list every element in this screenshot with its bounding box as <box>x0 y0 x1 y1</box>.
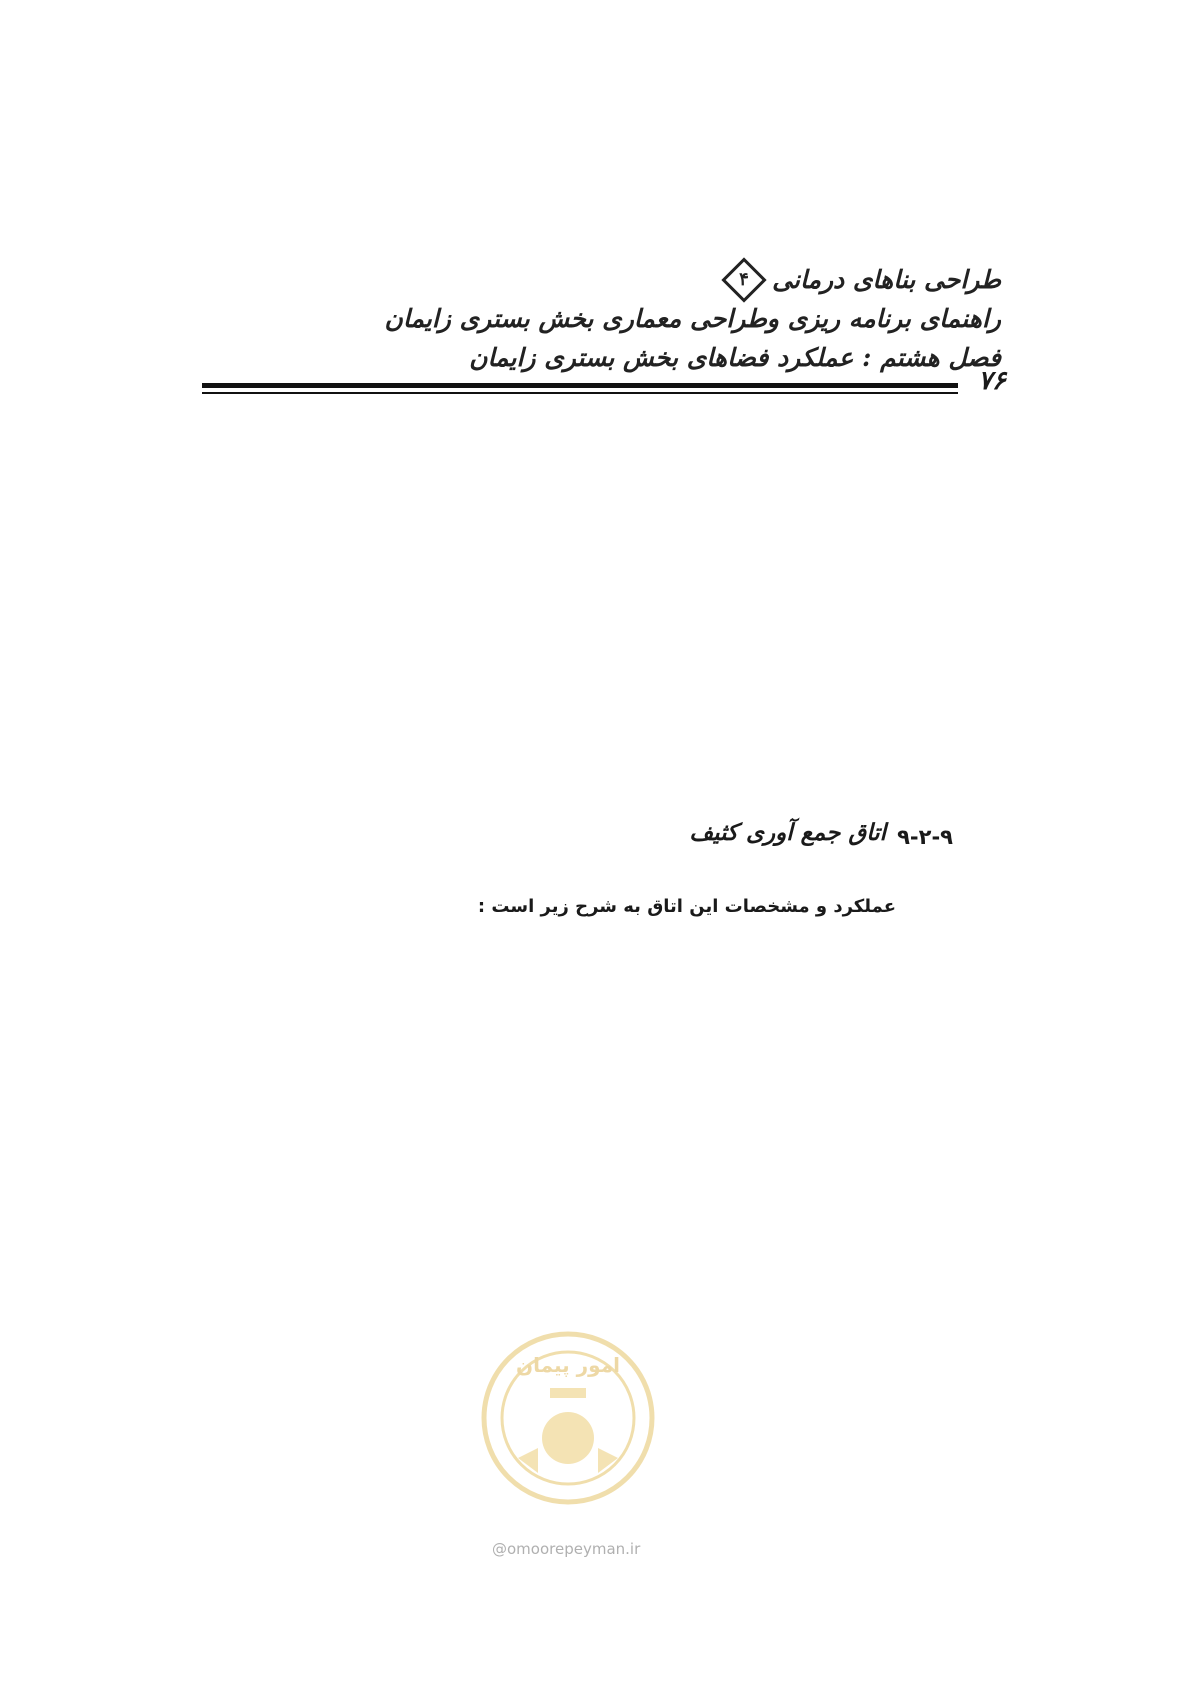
section-intro: عملکرد و مشخصات این اتاق به شرح زیر است : <box>477 896 896 917</box>
page-header <box>181 260 1001 377</box>
header-rule-thin <box>202 392 958 394</box>
volume-badge: ۴ <box>722 257 767 302</box>
watermark-logo-text: امور پیمان <box>516 1353 620 1377</box>
section-number: ۹-۲-۹ <box>897 825 953 849</box>
header-subtitle: راهنمای برنامه ریزی وطراحی معماری بخش بستری زایمان <box>384 304 1001 333</box>
watermark-site: @omoorepeyman.ir <box>492 1540 641 1558</box>
section-title: اتاق جمع آوری کثیف <box>689 819 886 846</box>
page-number: ۷۶ <box>978 366 1006 396</box>
header-rule-thick <box>202 383 958 388</box>
watermark-logo <box>478 1328 658 1508</box>
header-book-title: طراحی بناهای درمانی ۴ <box>181 260 1001 299</box>
header-chapter: فصل هشتم : عملکرد فضاهای بخش بستری زایمان <box>469 343 1001 372</box>
